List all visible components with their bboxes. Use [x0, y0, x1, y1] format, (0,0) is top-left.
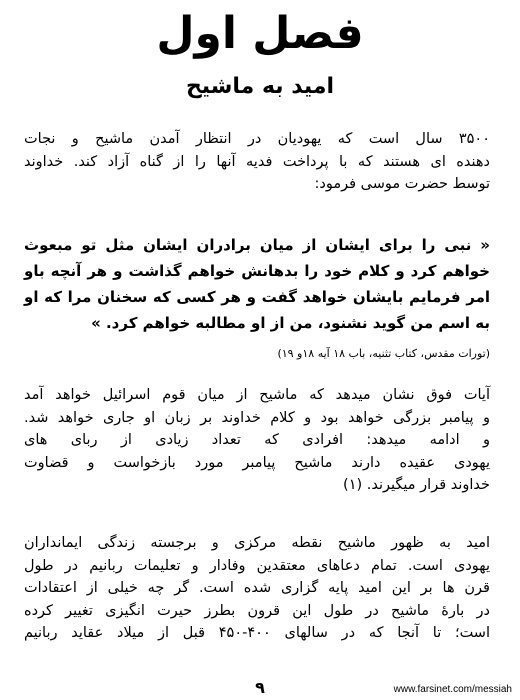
- intro-paragraph: [24, 128, 490, 196]
- quote-line: امر فرمایم بایشان خواهد گفت و هر کسی که سخنان مرا که او: [24, 288, 490, 306]
- quote-line: خواهم کرد و کلام خود را بدهانش خواهم گذاشت و هر آنچه باو: [24, 262, 490, 280]
- chapter-title: فصل اول: [156, 8, 364, 59]
- paragraph-line: است؛ تا آنجا که در سالهای ۴۰۰-۴۵۰ قبل از میلاد عقاید ربانیم: [24, 625, 490, 641]
- paragraph-line: یهودی است. تمام دعاهای معتقدین وفادار و تعلیمات ربانیم در طول: [24, 557, 490, 574]
- paragraph-line: و پیامبر بزرگی خواهد بود و کلام خداوند بر زبان او جاری خواهد شد.: [24, 409, 490, 426]
- paragraph-line: قرن ها بر این امید پایه گزاری شده است. گر چه خیلی از اعتقادات: [24, 580, 490, 596]
- quote-line: « نبی را برای ایشان از میان برادران ایشان مثل تو مبعوث: [24, 236, 490, 254]
- paragraph-line: در بارهٔ ماشیح در طول این قرون بطرز حیرت انگیزی تغییر کرده: [24, 602, 490, 619]
- website-link[interactable]: www.farsinet.com/messiah: [393, 684, 512, 695]
- page-number: ۹: [255, 678, 265, 697]
- page-footer: [0, 680, 520, 700]
- quote-line: به اسم من گوید نشنود، من از او مطالبه خواهم کرد. »: [91, 314, 490, 332]
- paragraph-line: دهنده ای هستند که با پرداخت فدیه آنها را از گناه آزاد کند. خداوند: [24, 153, 490, 170]
- chapter-subtitle: امید به ماشیح: [185, 74, 335, 99]
- paragraph-line: یهودی عقیده دارند ماشیح پیامبر مورد بازخواست و قضاوت: [24, 454, 490, 471]
- paragraph-line: و ادامه میدهد: افرادی که تعداد زیادی از ربای های: [24, 432, 490, 448]
- paragraph-line: امید به ظهور ماشیح نقطه مرکزی و برجسته زندگی ایمانداران: [24, 535, 490, 551]
- paragraph-line: آیات فوق نشان میدهد که ماشیح از میان قوم اسرائیل خواهد آمد: [24, 387, 490, 403]
- paragraph-line: ۳۵۰۰ سال است که یهودیان در انتظار آمدن ماشیح و نجات: [24, 131, 490, 147]
- scripture-citation: (تورات مقدس، کتاب تثنیه، باب ۱۸ آیه ۱۸و ۱۹): [277, 347, 490, 360]
- paragraph-three: [24, 532, 490, 645]
- paragraph-line: خداوند قرار میگیرند. (۱): [343, 477, 490, 493]
- paragraph-two: [24, 384, 490, 497]
- paragraph-line: توسط حضرت موسی فرمود:: [314, 176, 490, 192]
- scripture-quote: [24, 232, 490, 336]
